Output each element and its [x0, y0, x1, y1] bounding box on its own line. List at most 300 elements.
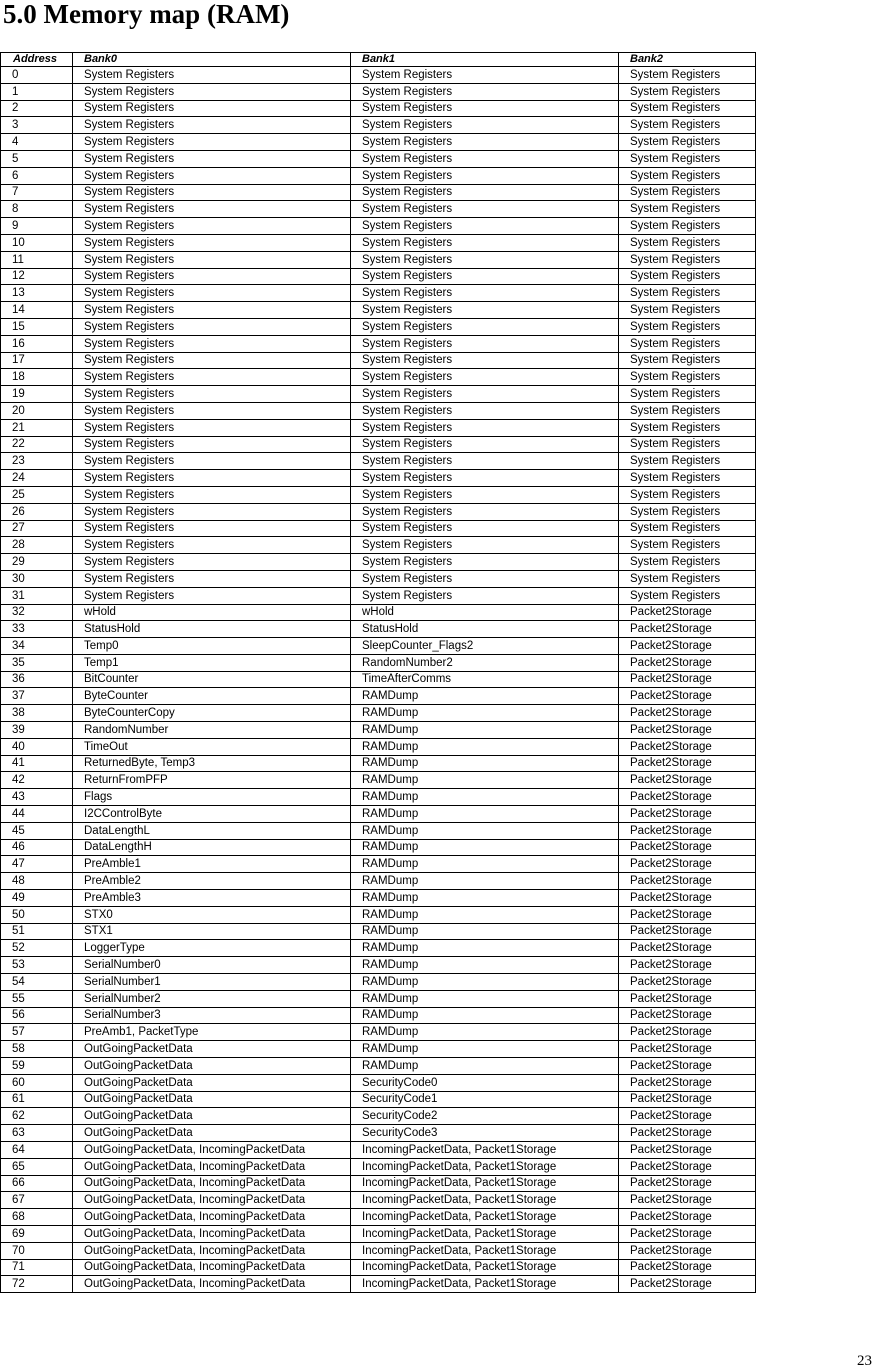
cell-address: 17 — [1, 352, 73, 369]
cell-bank0: System Registers — [73, 67, 351, 84]
table-row — [1, 184, 756, 201]
cell-address: 6 — [1, 167, 73, 184]
cell-address: 31 — [1, 587, 73, 604]
cell-address: 54 — [1, 974, 73, 991]
cell-bank1: IncomingPacketData, Packet1Storage — [351, 1175, 619, 1192]
table-row — [1, 705, 756, 722]
table-row — [1, 369, 756, 386]
cell-address: 22 — [1, 436, 73, 453]
cell-bank2: Packet2Storage — [619, 1225, 756, 1242]
cell-address: 51 — [1, 923, 73, 940]
header-bank1: Bank1 — [351, 53, 619, 67]
cell-bank1: SecurityCode1 — [351, 1091, 619, 1108]
table-row — [1, 150, 756, 167]
cell-address: 64 — [1, 1142, 73, 1159]
cell-bank0: OutGoingPacketData — [73, 1074, 351, 1091]
table-row — [1, 1225, 756, 1242]
cell-bank0: OutGoingPacketData, IncomingPacketData — [73, 1192, 351, 1209]
cell-bank2: System Registers — [619, 100, 756, 117]
cell-bank2: Packet2Storage — [619, 1209, 756, 1226]
cell-bank0: System Registers — [73, 218, 351, 235]
cell-bank2: System Registers — [619, 503, 756, 520]
cell-address: 66 — [1, 1175, 73, 1192]
table-row — [1, 1158, 756, 1175]
cell-address: 4 — [1, 134, 73, 151]
cell-bank2: Packet2Storage — [619, 1276, 756, 1293]
cell-bank2: System Registers — [619, 83, 756, 100]
table-row — [1, 419, 756, 436]
cell-bank1: RAMDump — [351, 1058, 619, 1075]
table-row — [1, 1058, 756, 1075]
cell-bank1: System Registers — [351, 318, 619, 335]
cell-address: 34 — [1, 638, 73, 655]
table-row — [1, 386, 756, 403]
cell-address: 5 — [1, 150, 73, 167]
table-row — [1, 688, 756, 705]
cell-bank2: System Registers — [619, 554, 756, 571]
cell-bank0: System Registers — [73, 117, 351, 134]
table-row — [1, 940, 756, 957]
cell-address: 65 — [1, 1158, 73, 1175]
cell-bank0: System Registers — [73, 470, 351, 487]
cell-address: 49 — [1, 890, 73, 907]
cell-bank2: System Registers — [619, 218, 756, 235]
cell-bank0: SerialNumber0 — [73, 957, 351, 974]
cell-bank0: OutGoingPacketData, IncomingPacketData — [73, 1225, 351, 1242]
table-row — [1, 520, 756, 537]
cell-bank1: System Registers — [351, 184, 619, 201]
table-row — [1, 1024, 756, 1041]
table-header — [1, 53, 756, 67]
cell-bank2: Packet2Storage — [619, 974, 756, 991]
table-row — [1, 486, 756, 503]
cell-bank1: System Registers — [351, 570, 619, 587]
cell-address: 47 — [1, 856, 73, 873]
cell-bank1: RAMDump — [351, 940, 619, 957]
cell-bank2: Packet2Storage — [619, 722, 756, 739]
cell-bank1: System Registers — [351, 369, 619, 386]
cell-bank2: System Registers — [619, 67, 756, 84]
cell-bank0: System Registers — [73, 520, 351, 537]
cell-bank2: System Registers — [619, 587, 756, 604]
cell-bank2: Packet2Storage — [619, 1242, 756, 1259]
page-number: 23 — [857, 1353, 872, 1369]
cell-bank0: System Registers — [73, 201, 351, 218]
cell-address: 53 — [1, 957, 73, 974]
cell-bank0: System Registers — [73, 268, 351, 285]
cell-address: 37 — [1, 688, 73, 705]
cell-bank0: System Registers — [73, 335, 351, 352]
cell-address: 12 — [1, 268, 73, 285]
cell-address: 1 — [1, 83, 73, 100]
cell-bank1: System Registers — [351, 285, 619, 302]
table-row — [1, 537, 756, 554]
cell-bank0: wHold — [73, 604, 351, 621]
cell-address: 32 — [1, 604, 73, 621]
cell-bank0: OutGoingPacketData, IncomingPacketData — [73, 1175, 351, 1192]
table-row — [1, 117, 756, 134]
cell-bank0: OutGoingPacketData — [73, 1125, 351, 1142]
cell-bank0: OutGoingPacketData, IncomingPacketData — [73, 1276, 351, 1293]
cell-bank0: ReturnedByte, Temp3 — [73, 755, 351, 772]
cell-address: 30 — [1, 570, 73, 587]
cell-bank0: System Registers — [73, 386, 351, 403]
cell-bank2: Packet2Storage — [619, 1058, 756, 1075]
cell-bank1: SecurityCode2 — [351, 1108, 619, 1125]
cell-bank0: BitCounter — [73, 671, 351, 688]
cell-address: 21 — [1, 419, 73, 436]
cell-bank2: Packet2Storage — [619, 923, 756, 940]
cell-bank0: SerialNumber2 — [73, 990, 351, 1007]
cell-bank1: IncomingPacketData, Packet1Storage — [351, 1209, 619, 1226]
cell-bank0: DataLengthL — [73, 822, 351, 839]
cell-bank1: RAMDump — [351, 890, 619, 907]
cell-address: 42 — [1, 772, 73, 789]
cell-bank2: Packet2Storage — [619, 1024, 756, 1041]
cell-bank0: System Registers — [73, 234, 351, 251]
cell-bank2: System Registers — [619, 486, 756, 503]
cell-address: 48 — [1, 873, 73, 890]
table-row — [1, 302, 756, 319]
cell-bank1: System Registers — [351, 67, 619, 84]
cell-bank2: System Registers — [619, 335, 756, 352]
cell-bank0: RandomNumber — [73, 722, 351, 739]
table-row — [1, 957, 756, 974]
cell-bank2: Packet2Storage — [619, 1142, 756, 1159]
cell-address: 36 — [1, 671, 73, 688]
cell-address: 15 — [1, 318, 73, 335]
cell-bank0: ByteCounterCopy — [73, 705, 351, 722]
cell-bank1: System Registers — [351, 486, 619, 503]
cell-bank0: OutGoingPacketData, IncomingPacketData — [73, 1142, 351, 1159]
table-row — [1, 1259, 756, 1276]
cell-bank1: System Registers — [351, 386, 619, 403]
cell-address: 0 — [1, 67, 73, 84]
cell-address: 26 — [1, 503, 73, 520]
table-row — [1, 1175, 756, 1192]
cell-bank0: OutGoingPacketData, IncomingPacketData — [73, 1242, 351, 1259]
cell-bank1: IncomingPacketData, Packet1Storage — [351, 1225, 619, 1242]
cell-bank2: System Registers — [619, 318, 756, 335]
table-row — [1, 1125, 756, 1142]
cell-bank1: System Registers — [351, 251, 619, 268]
table-row — [1, 1242, 756, 1259]
cell-bank2: Packet2Storage — [619, 1108, 756, 1125]
cell-address: 44 — [1, 806, 73, 823]
cell-bank1: System Registers — [351, 100, 619, 117]
cell-address: 52 — [1, 940, 73, 957]
cell-bank2: Packet2Storage — [619, 604, 756, 621]
table-row — [1, 570, 756, 587]
table-row — [1, 839, 756, 856]
table-row — [1, 974, 756, 991]
cell-address: 3 — [1, 117, 73, 134]
cell-bank0: I2CControlByte — [73, 806, 351, 823]
cell-bank2: Packet2Storage — [619, 621, 756, 638]
cell-address: 2 — [1, 100, 73, 117]
cell-bank1: RAMDump — [351, 990, 619, 1007]
cell-address: 27 — [1, 520, 73, 537]
cell-address: 39 — [1, 722, 73, 739]
cell-bank2: Packet2Storage — [619, 890, 756, 907]
cell-bank1: RandomNumber2 — [351, 654, 619, 671]
cell-bank0: Temp1 — [73, 654, 351, 671]
cell-bank2: Packet2Storage — [619, 789, 756, 806]
cell-address: 14 — [1, 302, 73, 319]
table-row — [1, 789, 756, 806]
cell-bank0: StatusHold — [73, 621, 351, 638]
memory-map-table — [0, 52, 756, 1293]
cell-bank2: System Registers — [619, 285, 756, 302]
cell-bank0: PreAmble1 — [73, 856, 351, 873]
cell-bank1: IncomingPacketData, Packet1Storage — [351, 1276, 619, 1293]
table-row — [1, 722, 756, 739]
table-row — [1, 990, 756, 1007]
cell-bank1: RAMDump — [351, 822, 619, 839]
table-row — [1, 1007, 756, 1024]
cell-address: 25 — [1, 486, 73, 503]
cell-bank1: RAMDump — [351, 1024, 619, 1041]
table-row — [1, 890, 756, 907]
cell-bank1: System Registers — [351, 402, 619, 419]
cell-address: 8 — [1, 201, 73, 218]
cell-bank1: RAMDump — [351, 1007, 619, 1024]
cell-address: 60 — [1, 1074, 73, 1091]
cell-bank0: STX0 — [73, 906, 351, 923]
cell-address: 38 — [1, 705, 73, 722]
cell-bank2: Packet2Storage — [619, 688, 756, 705]
table-row — [1, 873, 756, 890]
cell-bank2: Packet2Storage — [619, 940, 756, 957]
cell-bank1: System Registers — [351, 150, 619, 167]
cell-bank0: STX1 — [73, 923, 351, 940]
cell-bank1: TimeAfterComms — [351, 671, 619, 688]
table-row — [1, 621, 756, 638]
cell-bank1: SecurityCode0 — [351, 1074, 619, 1091]
cell-bank0: System Registers — [73, 570, 351, 587]
cell-bank2: Packet2Storage — [619, 906, 756, 923]
cell-bank2: System Registers — [619, 402, 756, 419]
table-row — [1, 671, 756, 688]
header-bank2: Bank2 — [619, 53, 756, 67]
cell-bank1: System Registers — [351, 436, 619, 453]
table-row — [1, 1276, 756, 1293]
cell-bank1: RAMDump — [351, 772, 619, 789]
cell-bank0: System Registers — [73, 167, 351, 184]
cell-bank1: System Registers — [351, 83, 619, 100]
cell-address: 23 — [1, 453, 73, 470]
header-bank0: Bank0 — [73, 53, 351, 67]
cell-bank1: RAMDump — [351, 688, 619, 705]
cell-bank1: System Registers — [351, 268, 619, 285]
cell-bank1: IncomingPacketData, Packet1Storage — [351, 1158, 619, 1175]
cell-bank1: System Registers — [351, 218, 619, 235]
cell-address: 33 — [1, 621, 73, 638]
table-row — [1, 1091, 756, 1108]
cell-address: 40 — [1, 738, 73, 755]
table-row — [1, 554, 756, 571]
header-address: Address — [1, 53, 73, 67]
table-row — [1, 167, 756, 184]
cell-bank0: System Registers — [73, 453, 351, 470]
cell-address: 71 — [1, 1259, 73, 1276]
cell-bank1: IncomingPacketData, Packet1Storage — [351, 1142, 619, 1159]
cell-address: 69 — [1, 1225, 73, 1242]
cell-bank0: Temp0 — [73, 638, 351, 655]
cell-bank2: System Registers — [619, 453, 756, 470]
cell-bank1: RAMDump — [351, 789, 619, 806]
cell-bank0: ReturnFromPFP — [73, 772, 351, 789]
cell-bank1: System Registers — [351, 117, 619, 134]
cell-bank2: System Registers — [619, 150, 756, 167]
cell-bank2: Packet2Storage — [619, 856, 756, 873]
table-row — [1, 134, 756, 151]
cell-bank2: Packet2Storage — [619, 738, 756, 755]
table-row — [1, 923, 756, 940]
cell-bank2: Packet2Storage — [619, 1175, 756, 1192]
cell-bank1: SecurityCode3 — [351, 1125, 619, 1142]
cell-bank1: System Registers — [351, 503, 619, 520]
cell-bank2: System Registers — [619, 201, 756, 218]
table-row — [1, 906, 756, 923]
cell-bank2: Packet2Storage — [619, 1007, 756, 1024]
cell-bank0: System Registers — [73, 251, 351, 268]
cell-address: 13 — [1, 285, 73, 302]
table-row — [1, 318, 756, 335]
cell-bank2: System Registers — [619, 184, 756, 201]
cell-address: 28 — [1, 537, 73, 554]
cell-bank1: SleepCounter_Flags2 — [351, 638, 619, 655]
cell-bank0: System Registers — [73, 587, 351, 604]
cell-bank0: OutGoingPacketData — [73, 1108, 351, 1125]
cell-bank0: PreAmble2 — [73, 873, 351, 890]
table-row — [1, 503, 756, 520]
cell-bank1: System Registers — [351, 520, 619, 537]
cell-bank2: Packet2Storage — [619, 822, 756, 839]
cell-bank1: IncomingPacketData, Packet1Storage — [351, 1242, 619, 1259]
cell-bank0: System Registers — [73, 134, 351, 151]
cell-bank2: Packet2Storage — [619, 1091, 756, 1108]
cell-bank0: System Registers — [73, 554, 351, 571]
cell-address: 10 — [1, 234, 73, 251]
cell-bank0: System Registers — [73, 537, 351, 554]
header-row — [1, 53, 756, 67]
cell-bank2: System Registers — [619, 537, 756, 554]
cell-bank1: System Registers — [351, 587, 619, 604]
cell-bank0: System Registers — [73, 100, 351, 117]
cell-address: 68 — [1, 1209, 73, 1226]
cell-address: 24 — [1, 470, 73, 487]
cell-bank0: OutGoingPacketData — [73, 1041, 351, 1058]
cell-bank2: System Registers — [619, 167, 756, 184]
cell-address: 43 — [1, 789, 73, 806]
cell-bank2: System Registers — [619, 520, 756, 537]
cell-bank2: Packet2Storage — [619, 1074, 756, 1091]
table-row — [1, 587, 756, 604]
cell-bank2: Packet2Storage — [619, 772, 756, 789]
cell-bank2: System Registers — [619, 470, 756, 487]
page-title: 5.0 Memory map (RAM) — [3, 0, 290, 29]
cell-bank0: System Registers — [73, 285, 351, 302]
cell-bank1: RAMDump — [351, 957, 619, 974]
cell-bank0: SerialNumber1 — [73, 974, 351, 991]
table-row — [1, 1108, 756, 1125]
cell-bank0: OutGoingPacketData — [73, 1091, 351, 1108]
cell-address: 70 — [1, 1242, 73, 1259]
table-row — [1, 402, 756, 419]
cell-address: 11 — [1, 251, 73, 268]
cell-bank2: System Registers — [619, 436, 756, 453]
cell-bank0: System Registers — [73, 436, 351, 453]
cell-bank0: System Registers — [73, 419, 351, 436]
cell-bank1: System Registers — [351, 453, 619, 470]
cell-bank2: Packet2Storage — [619, 755, 756, 772]
table-row — [1, 604, 756, 621]
cell-bank1: StatusHold — [351, 621, 619, 638]
cell-address: 67 — [1, 1192, 73, 1209]
cell-bank1: System Registers — [351, 134, 619, 151]
cell-bank2: System Registers — [619, 352, 756, 369]
cell-bank1: RAMDump — [351, 1041, 619, 1058]
table-row — [1, 856, 756, 873]
table-row — [1, 772, 756, 789]
cell-address: 63 — [1, 1125, 73, 1142]
cell-bank2: System Registers — [619, 369, 756, 386]
cell-bank2: System Registers — [619, 419, 756, 436]
table-row — [1, 1074, 756, 1091]
cell-bank0: OutGoingPacketData, IncomingPacketData — [73, 1209, 351, 1226]
table-row — [1, 654, 756, 671]
cell-bank2: System Registers — [619, 134, 756, 151]
cell-bank1: wHold — [351, 604, 619, 621]
cell-bank2: System Registers — [619, 570, 756, 587]
cell-address: 62 — [1, 1108, 73, 1125]
cell-bank2: System Registers — [619, 268, 756, 285]
cell-bank1: RAMDump — [351, 923, 619, 940]
cell-address: 20 — [1, 402, 73, 419]
cell-bank0: DataLengthH — [73, 839, 351, 856]
cell-bank1: IncomingPacketData, Packet1Storage — [351, 1192, 619, 1209]
cell-bank0: System Registers — [73, 486, 351, 503]
cell-bank1: RAMDump — [351, 755, 619, 772]
cell-bank2: Packet2Storage — [619, 1259, 756, 1276]
cell-bank1: RAMDump — [351, 738, 619, 755]
cell-bank0: System Registers — [73, 352, 351, 369]
cell-bank2: System Registers — [619, 251, 756, 268]
cell-address: 16 — [1, 335, 73, 352]
table-row — [1, 638, 756, 655]
cell-bank0: System Registers — [73, 150, 351, 167]
cell-bank0: ByteCounter — [73, 688, 351, 705]
table-row — [1, 251, 756, 268]
cell-address: 7 — [1, 184, 73, 201]
cell-address: 50 — [1, 906, 73, 923]
cell-bank0: System Registers — [73, 318, 351, 335]
table-row — [1, 67, 756, 84]
cell-address: 59 — [1, 1058, 73, 1075]
cell-address: 29 — [1, 554, 73, 571]
table-row — [1, 218, 756, 235]
table-row — [1, 234, 756, 251]
cell-bank1: System Registers — [351, 234, 619, 251]
cell-address: 41 — [1, 755, 73, 772]
cell-bank1: RAMDump — [351, 705, 619, 722]
table-row — [1, 100, 756, 117]
cell-address: 61 — [1, 1091, 73, 1108]
cell-bank0: LoggerType — [73, 940, 351, 957]
table-row — [1, 738, 756, 755]
cell-bank1: System Registers — [351, 554, 619, 571]
